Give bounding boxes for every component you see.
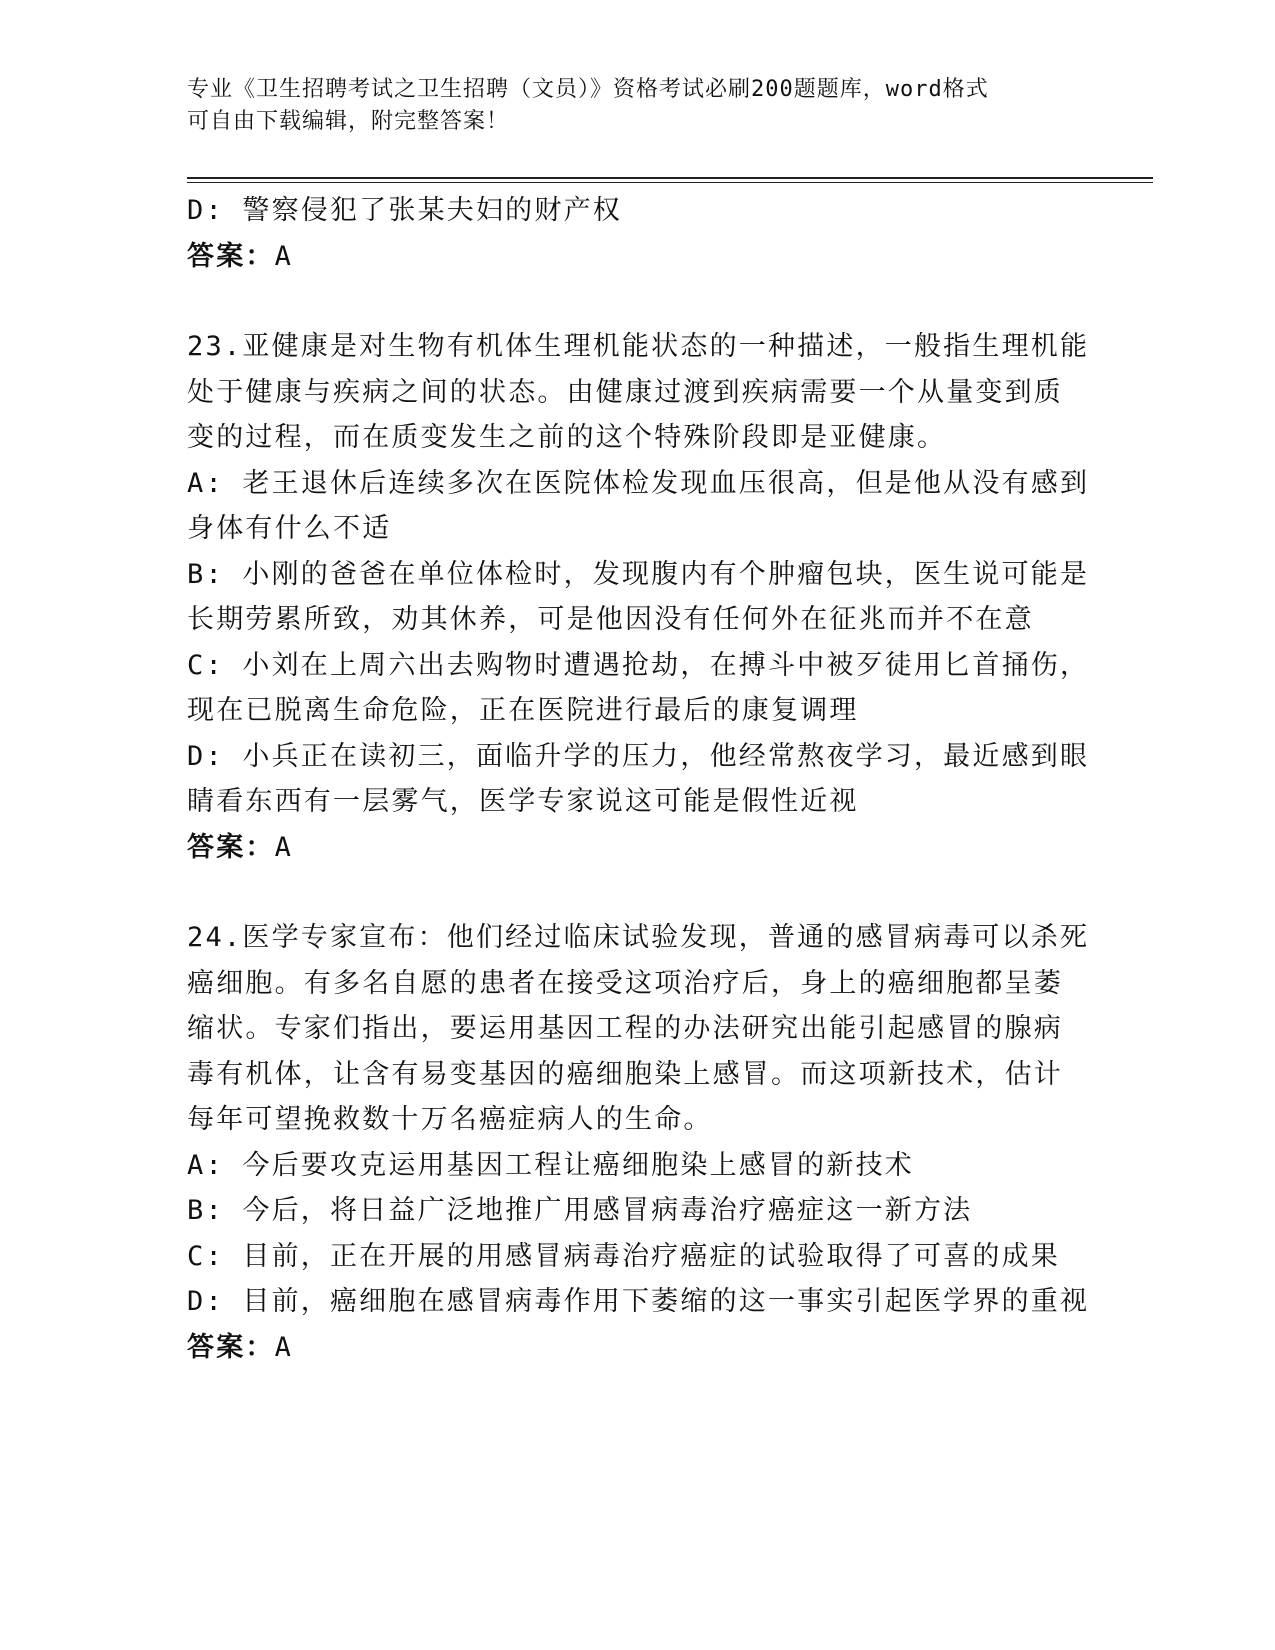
q23-option-d-cont: 睛看东西有一层雾气，医学专家说这可能是假性近视 [187,786,859,817]
answer-label: 答案： [187,1331,275,1363]
q24-option-d: D: 目前，癌细胞在感冒病毒作用下萎缩的这一事实引起医学界的重视 [187,1286,1090,1317]
question-23 [187,324,1090,870]
q24-option-c: C: 目前，正在开展的用感冒病毒治疗癌症的试验取得了可喜的成果 [187,1240,1060,1272]
header-line-2: 可自由下载编辑，附完整答案！ [187,109,510,134]
q23-option-c-cont: 现在已脱离生命危险，正在医院进行最后的康复调理 [187,695,859,726]
q22-option-d: D: 警察侵犯了张某夫妇的财产权 [187,195,622,226]
q24-stem-line: 缩状。专家们指出，要运用基因工程的办法研究出能引起感冒的腺病 [187,1013,1063,1044]
q23-option-b: B: 小刚的爸爸在单位体检时，发现腹内有个肿瘤包块，医生说可能是 [187,558,1090,590]
q24-stem-line: 24.医学专家宣布：他们经过临床试验发现，普通的感冒病毒可以杀死 [187,922,1090,953]
spacer [187,279,1087,324]
document-body [187,188,1090,1370]
q23-option-a: A: 老王退休后连续多次在医院体检发现血压很高，但是他从没有感到 [187,467,1090,499]
q23-option-c: C: 小刘在上周六出去购物时遭遇抢劫，在搏斗中被歹徒用匕首捅伤， [187,649,1090,681]
answer-label: 答案： [187,240,275,272]
q23-answer [187,825,1087,871]
header-divider [187,177,1153,179]
q23-option-a-cont: 身体有什么不适 [187,513,392,544]
answer-label: 答案： [187,831,275,863]
q23-option-b-cont: 长期劳累所致，劝其休养，可是他因没有任何外在征兆而并不在意 [187,604,1034,635]
q24-stem-line: 癌细胞。有多名自愿的患者在接受这项治疗后，身上的癌细胞都呈萎 [187,967,1063,999]
q24-stem-line: 每年可望挽救数十万名癌症病人的生命。 [187,1104,713,1135]
q23-stem-line: 变的过程，而在质变发生之前的这个特殊阶段即是亚健康。 [187,422,947,453]
q22-answer [187,234,1087,280]
q24-answer [187,1325,1087,1371]
answer-value: A [274,240,294,272]
spacer [187,870,1087,915]
question-24 [187,915,1090,1370]
answer-value: A [274,1331,294,1363]
q24-stem-line: 毒有机体，让含有易变基因的癌细胞染上感冒。而这项新技术，估计 [187,1058,1063,1090]
page-header [187,74,1067,138]
header-divider-thin [187,182,1153,183]
q23-option-d: D: 小兵正在读初三，面临升学的压力，他经常熬夜学习，最近感到眼 [187,740,1090,772]
header-line-1: 专业《卫生招聘考试之卫生招聘（文员）》资格考试必刷200题题库，word格式 [187,77,989,102]
q23-stem-line: 处于健康与疾病之间的状态。由健康过渡到疾病需要一个从量变到质 [187,376,1063,408]
question-22 [187,188,1087,279]
answer-value: A [274,831,294,863]
q24-option-a: A: 今后要攻克运用基因工程让癌细胞染上感冒的新技术 [187,1149,914,1181]
q23-stem-line: 23.亚健康是对生物有机体生理机能状态的一种描述，一般指生理机能 [187,331,1090,362]
q24-option-b: B: 今后，将日益广泛地推广用感冒病毒治疗癌症这一新方法 [187,1195,973,1226]
